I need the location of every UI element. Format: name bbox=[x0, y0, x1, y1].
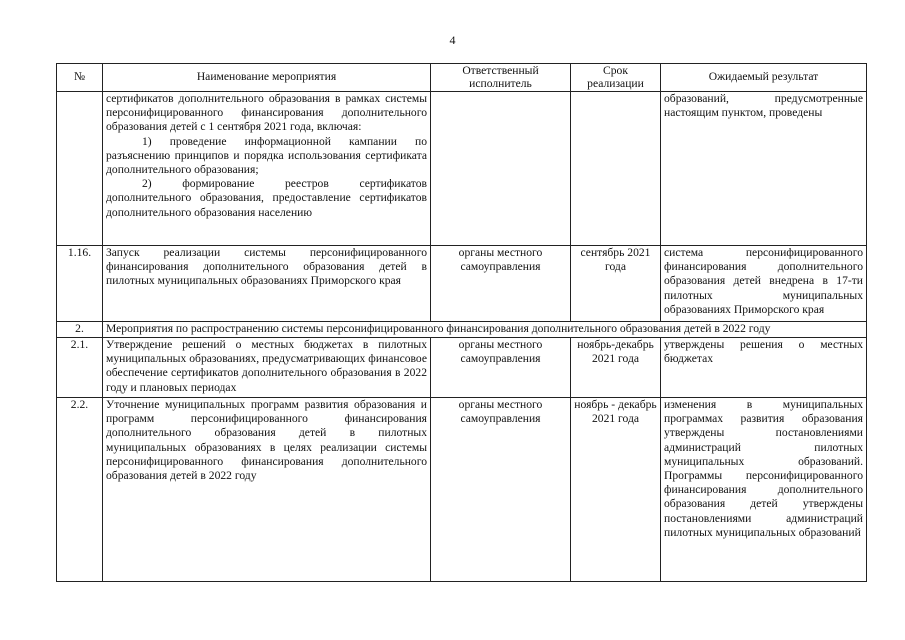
plan-table bbox=[56, 63, 867, 582]
row-term: ноябрь - декабрь 2021 года bbox=[571, 398, 661, 582]
table-row bbox=[57, 92, 867, 246]
row-num: 2. bbox=[57, 322, 103, 338]
row-name: Запуск реализации системы персонифицированного финансирования дополнительного образования детей в пилотных муниципальных образованиях Приморского края bbox=[103, 246, 431, 322]
row-result: образований, предусмотренные настоящим пунктом, проведены bbox=[661, 92, 867, 246]
table-row bbox=[57, 338, 867, 398]
row-num bbox=[57, 92, 103, 246]
row-result: изменения в муниципальных программах развития образования утверждены постановлениями администраций пилотных муниципальных образований. Программы персонифицированного финансирования дополнительного образования детей утверждены постановлениями администраций пилотных муниципальных образований bbox=[661, 398, 867, 582]
section-title: Мероприятия по распространению системы персонифицированного финансирования дополнительного образования детей в 2022 году bbox=[103, 322, 867, 338]
header-term: Срок реализации bbox=[571, 64, 661, 92]
row-responsible: органы местного самоуправления bbox=[431, 246, 571, 322]
row-num: 2.2. bbox=[57, 398, 103, 582]
row-name-line: 2) формирование реестров сертификатов дополнительного образования, предоставление сертификатов дополнительного образования населению bbox=[106, 177, 427, 219]
header-name: Наименование мероприятия bbox=[103, 64, 431, 92]
row-name-line: сертификатов дополнительного образования в рамках системы персонифицированного финансирования дополнительного образования детей с 1 сентября 2021 года, включая: bbox=[106, 92, 427, 134]
row-name bbox=[103, 92, 431, 246]
header-result: Ожидаемый результат bbox=[661, 64, 867, 92]
header-num: № bbox=[57, 64, 103, 92]
row-result: система персонифицированного финансирования дополнительного образования детей внедрена в 17-ти пилотных муниципальных образованиях Приморского края bbox=[661, 246, 867, 322]
row-term: ноябрь-декабрь 2021 года bbox=[571, 338, 661, 398]
row-name: Утверждение решений о местных бюджетах в пилотных муниципальных образованиях, предусматривающих финансовое обеспечение сертификатов дополнительного образования в 2022 году и плановых периодах bbox=[103, 338, 431, 398]
row-responsible: органы местного самоуправления bbox=[431, 338, 571, 398]
table-header-row bbox=[57, 64, 867, 92]
row-term: сентябрь 2021 года bbox=[571, 246, 661, 322]
row-name: Уточнение муниципальных программ развития образования и программ персонифицированного финансирования дополнительного образования детей в пилотных муниципальных образованиях в целях реализации системы персонифицированного финансирования дополнительного образования детей в 2022 году bbox=[103, 398, 431, 582]
page-number: 4 bbox=[449, 33, 456, 47]
table-row bbox=[57, 398, 867, 582]
table-row bbox=[57, 246, 867, 322]
row-num: 2.1. bbox=[57, 338, 103, 398]
row-responsible bbox=[431, 92, 571, 246]
row-num: 1.16. bbox=[57, 246, 103, 322]
row-responsible: органы местного самоуправления bbox=[431, 398, 571, 582]
row-term bbox=[571, 92, 661, 246]
row-name-line: 1) проведение информационной кампании по разъяснению принципов и порядка использования сертификата дополнительного образования; bbox=[106, 134, 427, 177]
header-responsible: Ответственный исполнитель bbox=[431, 64, 571, 92]
table-section-row bbox=[57, 322, 867, 338]
row-result: утверждены решения о местных бюджетах bbox=[661, 338, 867, 398]
